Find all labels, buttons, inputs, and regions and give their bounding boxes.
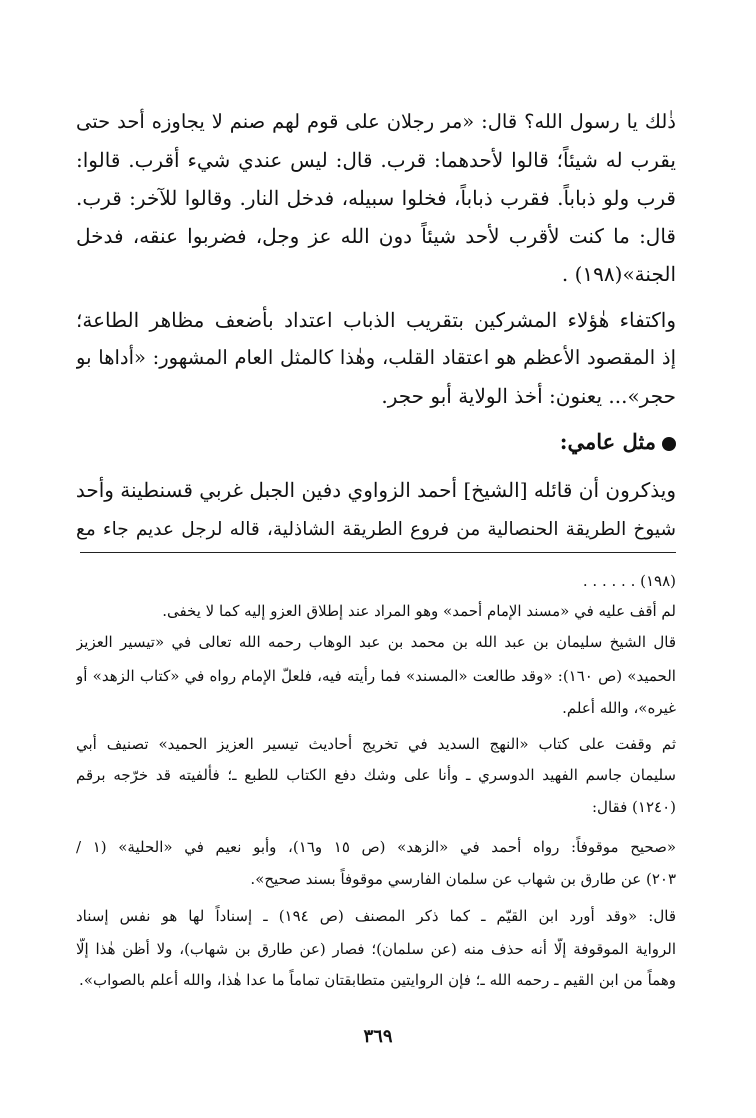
footnote-divider [80,552,676,553]
main-text-line: قرب ولو ذباباً. فقرب ذباباً، فخلوا سبيله، فدخل النار. وقالوا للآخر: قرب. [76,186,676,210]
bullet-icon [662,437,676,451]
footnote-line: وهماً من ابن القيم ـ رحمه الله ـ؛ فإن الروايتين متطابقتان تماماً ما عدا هٰذا، والله أعلم بالصواب». [79,971,676,989]
footnote-line: لم أقف عليه في «مسند الإمام أحمد» وهو المراد عند إطلاق العزو إليه كما لا يخفى. [162,602,676,620]
section-heading-text: مثل عامي: [559,429,656,454]
footnote-line: سليمان جاسم الفهيد الدوسري ـ وأنا على وشك دفع الكتاب للطبع ـ؛ فألفيته قد خرّجه برقم [76,766,676,784]
footnote-line: ثم وقفت على كتاب «النهج السديد في تخريج أحاديث تيسير العزيز الحميد» تصنيف أبي [76,735,676,753]
main-text-line: قال: ما كنت لأقرب لأحد شيئاً دون الله عز وجل، فضربوا عنقه، فدخل [76,224,676,248]
footnote-number: (١٩٨) . . . . . . [582,572,676,590]
paragraph-line: شيوخ الطريقة الحنصالية من فروع الطريقة الشاذلية، قاله لرجل عديم جاء مع [76,519,676,540]
footnote-line: الرواية الموقوفة إلّا أنه حذف منه (عن سلمان)؛ فصار (عن طارق بن شهاب)، ولا أظن هٰذا إلّا [76,940,676,958]
footnote-line: (١٢٤٠) فقال: [592,798,676,816]
footnote-line: قال الشيخ سليمان بن عبد الله بن محمد بن عبد الوهاب رحمه الله تعالى في «تيسير العزيز [76,633,676,651]
page-number: ٣٦٩ [363,1026,393,1047]
main-text-line: الجنة»(١٩٨) . [561,262,676,286]
main-text-line: يقرب له شيئاً؛ قالوا لأحدهما: قرب. قال: ليس عندي شيء أقرب. قالوا: [76,148,676,172]
footnote-line: الحميد» (ص ١٦٠): «وقد طالعت «المسند» فما رأيته فيه، فلعلّ الإمام رواه في «كتاب الزهد» أو [76,667,676,685]
footnote-line: «صحيح موقوفاً: رواه أحمد في «الزهد» (ص ١٥ و١٦)، وأبو نعيم في «الحلية» (١ / [76,838,676,856]
section-heading [76,428,676,458]
paragraph-line: ويذكرون أن قائله [الشيخ] أحمد الزواوي دفين الجبل غربي قسنطينة وأحد [76,478,676,502]
footnote-line: ٢٠٣) عن طارق بن شهاب عن سلمان الفارسي موقوفاً بسند صحيح». [250,870,676,888]
paragraph-line: واكتفاء هٰؤلاء المشركين بتقريب الذباب اعتداد بأضعف مظاهر الطاعة؛ [76,308,676,332]
paragraph-line: إذ المقصود الأعظم هو اعتقاد القلب، وهٰذا كالمثل العام المشهور: «أداها بو [76,346,676,369]
paragraph-line: حجر»... يعنون: أخذ الولاية أبو حجر. [381,384,676,408]
main-text-line: ذٰلك يا رسول الله؟ قال: «مر رجلان على قوم لهم صنم لا يجاوزه أحد حتى [76,110,676,133]
footnote-line: غيره»، والله أعلم. [562,699,676,717]
footnote-line: قال: «وقد أورد ابن القيّم ـ كما ذكر المصنف (ص ١٩٤) ـ إسناداً لها هو نفس إسناد [76,907,676,925]
